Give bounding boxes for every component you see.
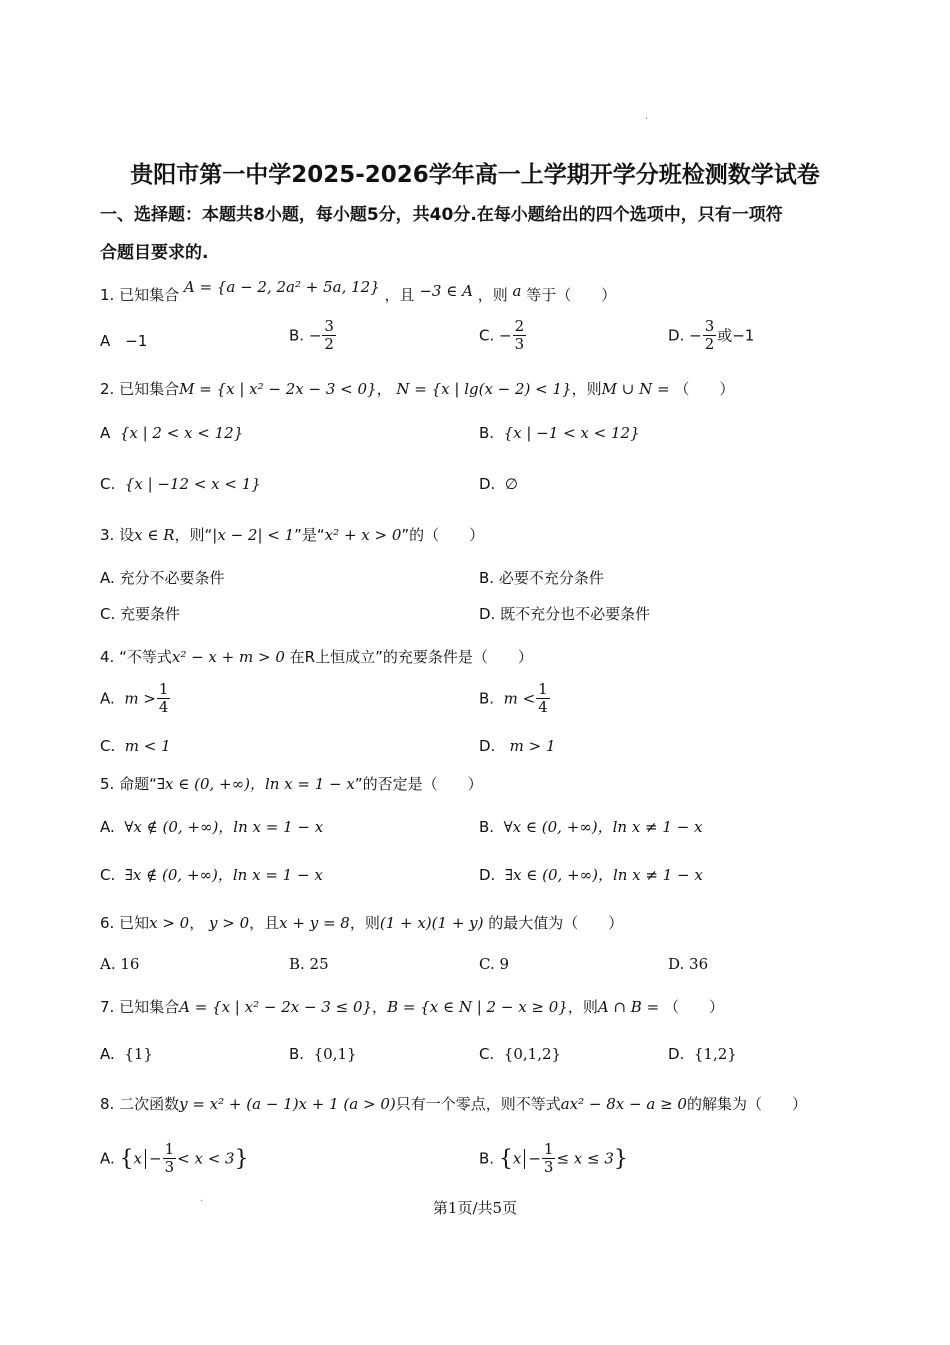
q4-b-label: B. xyxy=(479,689,495,708)
q5-a-label: A. xyxy=(100,818,115,836)
q2-d-label: D. xyxy=(479,475,496,493)
q7-option-d xyxy=(668,1045,737,1063)
q8-option-b xyxy=(479,1141,628,1177)
q4-c-expr: m < 1 xyxy=(124,737,171,755)
q1-var: a xyxy=(512,282,522,300)
fraction-numerator: 1 xyxy=(543,1140,554,1158)
q7-b-label: B. xyxy=(289,1045,305,1063)
q6-option-a: A. 16 xyxy=(100,955,140,973)
fraction-numerator: 2 xyxy=(514,317,525,335)
q8-b-sign: − xyxy=(528,1149,541,1168)
q1-tail: 等于（ ） xyxy=(526,286,617,304)
right-brace: } xyxy=(613,1146,628,1172)
question-7 xyxy=(100,996,724,1017)
page-title: 贵阳市第一中学2025-2026学年高一上学期开学分班检测数学试卷 xyxy=(130,162,820,188)
q1-d-label: D. xyxy=(668,326,685,345)
q6-option-d: D. 36 xyxy=(668,955,709,973)
q8-function: y = x² + (a − 1)x + 1 (a > 0) xyxy=(179,1095,396,1113)
q2-set-m: M = {x | x² − 2x − 3 < 0} xyxy=(179,380,377,398)
q6-cond1: x > 0 xyxy=(149,914,190,932)
q7-tail: （ ） xyxy=(663,998,724,1016)
q1-mid2: ，则 xyxy=(477,286,508,304)
q2-option-d xyxy=(479,475,518,493)
q5-tail: ”的否定是（ ） xyxy=(354,775,483,793)
q3-mid2: ”是“ xyxy=(294,526,325,544)
q6-option-b: B. 25 xyxy=(289,955,329,973)
q6-tail: 的最大值为（ ） xyxy=(488,914,624,932)
q8-a-label: A. xyxy=(100,1149,115,1168)
fraction-denominator: 3 xyxy=(543,1158,554,1177)
q3-option-b: B. 必要不充分条件 xyxy=(479,569,604,587)
q7-expr: A ∩ B = xyxy=(597,998,660,1016)
q1-mid: ，且 xyxy=(384,286,415,304)
q2-tail: （ ） xyxy=(674,380,735,398)
q8-option-a xyxy=(100,1141,249,1177)
q5-d-expr: ∃x ∈ (0, +∞)，ln x ≠ 1 − x xyxy=(504,866,703,884)
q1-c-sign: − xyxy=(499,326,512,345)
q5-option-c xyxy=(100,864,323,885)
q7-c-set: {0,1,2} xyxy=(503,1045,562,1063)
q5-b-label: B. xyxy=(479,818,495,836)
stray-dot: · xyxy=(645,114,649,125)
fraction-numerator: 3 xyxy=(704,317,715,335)
q1-d-fraction xyxy=(703,318,717,354)
q2-c-label: C. xyxy=(100,475,116,493)
q8-a-sign: − xyxy=(149,1149,162,1168)
q3-tail: ”的（ ） xyxy=(401,526,485,544)
q4-option-c xyxy=(100,737,171,755)
fraction-numerator: 1 xyxy=(538,680,548,698)
q3-var: x ∈ R xyxy=(134,526,175,544)
q5-option-b xyxy=(479,816,703,837)
question-5 xyxy=(100,773,483,794)
q6-cond2: y > 0 xyxy=(209,914,250,932)
q3-option-d: D. 既不充分也不必要条件 xyxy=(479,605,651,623)
q7-d-set: {1,2} xyxy=(693,1045,737,1063)
q1-b-sign: − xyxy=(308,326,322,345)
q8-a-fraction xyxy=(163,1141,177,1177)
q7-option-a xyxy=(100,1045,153,1063)
q6-expr: (1 + x)(1 + y) xyxy=(379,914,484,932)
question-6 xyxy=(100,912,623,933)
set-bar xyxy=(145,1149,146,1169)
q4-expr: x² − x + m > 0 xyxy=(171,648,285,666)
q7-c-label: C. xyxy=(479,1045,495,1063)
q4-b-fraction xyxy=(536,681,550,717)
question-3 xyxy=(100,524,484,545)
q7-mid: ，则 xyxy=(567,998,598,1016)
fraction-denominator: 2 xyxy=(324,335,334,354)
q6-mid: ，且 xyxy=(249,914,280,932)
q8-mid: 只有一个零点，则不等式 xyxy=(395,1095,561,1113)
q3-cond2: x² + x > 0 xyxy=(324,526,402,544)
q5-a-expr: ∀x ∉ (0, +∞)，ln x = 1 − x xyxy=(124,818,324,836)
q4-tail: 在R上恒成立”的充要条件是（ ） xyxy=(289,648,533,666)
q4-a-label: A. xyxy=(100,689,115,708)
fraction-denominator: 3 xyxy=(514,335,525,354)
q4-option-b xyxy=(479,681,551,717)
stray-dot: · xyxy=(200,1196,204,1207)
set-bar xyxy=(524,1149,525,1169)
q7-prefix: 7. 已知集合 xyxy=(100,998,180,1016)
q5-c-expr: ∃x ∉ (0, +∞)，ln x = 1 − x xyxy=(124,866,323,884)
q2-sep: ， xyxy=(376,380,392,398)
q5-prefix: 5. 命题“ xyxy=(100,775,157,793)
q4-b-lhs: m < xyxy=(503,689,536,708)
q1-b-label: B. xyxy=(289,326,305,345)
q8-b-rest: ≤ x ≤ 3 xyxy=(556,1149,614,1168)
q1-c-label: C. xyxy=(479,326,495,345)
fraction-denominator: 4 xyxy=(158,698,169,717)
q4-d-expr: m > 1 xyxy=(509,737,556,755)
q8-tail: 的解集为（ ） xyxy=(686,1095,807,1113)
question-1 xyxy=(100,278,617,305)
q1-d-tail: 或−1 xyxy=(717,326,755,345)
q2-b-label: B. xyxy=(479,424,495,442)
q5-c-label: C. xyxy=(100,866,116,884)
q1-option-a: A −1 xyxy=(100,332,148,350)
q3-option-a: A. 充分不必要条件 xyxy=(100,569,225,587)
q6-cond3: x + y = 8 xyxy=(279,914,350,932)
q3-mid: ，则“ xyxy=(174,526,213,544)
q2-c-set: {x | −12 < x < 1} xyxy=(124,475,261,493)
q5-expr: ∃x ∈ (0, +∞)，ln x = 1 − x xyxy=(156,775,355,793)
fraction-numerator: 1 xyxy=(164,1140,175,1158)
q2-set-n: N = {x | lg(x − 2) < 1} xyxy=(396,380,572,398)
fraction-denominator: 3 xyxy=(164,1158,175,1177)
q2-b-set: {x | −1 < x < 12} xyxy=(503,424,640,442)
q5-option-d xyxy=(479,864,703,885)
q4-option-a xyxy=(100,681,171,717)
q7-d-label: D. xyxy=(668,1045,685,1063)
question-2 xyxy=(100,378,734,399)
right-brace: } xyxy=(234,1146,249,1172)
q4-a-fraction xyxy=(157,681,171,717)
q5-d-label: D. xyxy=(479,866,496,884)
q3-prefix: 3. 设 xyxy=(100,526,135,544)
question-8 xyxy=(100,1093,807,1114)
q5-option-a xyxy=(100,816,323,837)
q1-set: A = {a − 2, 2a² + 5a, 12} xyxy=(183,278,380,296)
q2-option-a xyxy=(100,424,243,442)
q8-inequality: ax² − 8x − a ≥ 0 xyxy=(560,1095,687,1113)
q2-d-set: ∅ xyxy=(504,475,518,493)
q1-condition: −3 ∈ A xyxy=(419,282,473,300)
q4-option-d xyxy=(479,737,556,755)
q1-option-c xyxy=(479,318,527,354)
q3-option-c: C. 充要条件 xyxy=(100,605,181,623)
q2-mid: ，则 xyxy=(571,380,602,398)
q2-prefix: 2. 已知集合 xyxy=(100,380,180,398)
q6-prefix: 6. 已知 xyxy=(100,914,150,932)
q2-option-c xyxy=(100,475,261,493)
q3-cond1: |x − 2| < 1 xyxy=(212,526,295,544)
q8-a-var: x xyxy=(133,1149,143,1168)
question-4 xyxy=(100,646,533,667)
q7-option-c xyxy=(479,1045,561,1063)
q7-sep: ， xyxy=(372,998,388,1016)
q2-a-set: {x | 2 < x < 12} xyxy=(119,424,244,442)
q4-d-label: D. xyxy=(479,737,496,755)
q2-option-b xyxy=(479,424,640,442)
fraction-numerator: 3 xyxy=(324,317,334,335)
fraction-numerator: 1 xyxy=(158,680,169,698)
q6-sep: ， xyxy=(189,914,205,932)
q7-a-label: A. xyxy=(100,1045,115,1063)
q7-set-a: A = {x | x² − 2x − 3 ≤ 0} xyxy=(179,998,373,1016)
q8-b-label: B. xyxy=(479,1149,495,1168)
q6-option-c: C. 9 xyxy=(479,955,510,973)
left-brace: { xyxy=(119,1146,134,1172)
q1-d-sign: − xyxy=(689,326,702,345)
q4-a-lhs: m > xyxy=(124,689,156,708)
q1-prefix: 1. 已知集合 xyxy=(100,286,180,304)
q1-option-b xyxy=(289,318,337,354)
section-heading-line-2: 合题目要求的. xyxy=(100,243,209,263)
q7-option-b xyxy=(289,1045,357,1063)
q5-b-expr: ∀x ∈ (0, +∞)，ln x ≠ 1 − x xyxy=(503,818,703,836)
q6-mid2: ，则 xyxy=(349,914,380,932)
q2-expr: M ∪ N = xyxy=(601,380,670,398)
page-footer: 第1页/共5页 xyxy=(432,1199,518,1217)
q2-a-label: A xyxy=(100,424,111,442)
section-heading-line-1: 一、选择题：本题共8小题，每小题5分，共40分.在每小题给出的四个选项中，只有一项符 xyxy=(100,205,783,225)
fraction-denominator: 2 xyxy=(704,335,715,354)
q4-prefix: 4. “不等式 xyxy=(100,648,172,666)
q7-set-b: B = {x ∈ N | 2 − x ≥ 0} xyxy=(387,998,568,1016)
q1-option-d xyxy=(668,318,754,354)
left-brace: { xyxy=(498,1146,513,1172)
fraction-denominator: 4 xyxy=(538,698,548,717)
q8-a-rest: < x < 3 xyxy=(177,1149,235,1168)
q1-b-fraction xyxy=(322,318,336,354)
q8-b-var: x xyxy=(512,1149,522,1168)
q1-c-fraction xyxy=(513,318,527,354)
q7-a-set: {1} xyxy=(124,1045,153,1063)
q8-prefix: 8. 二次函数 xyxy=(100,1095,180,1113)
q8-b-fraction xyxy=(542,1141,556,1177)
q4-c-label: C. xyxy=(100,737,116,755)
q7-b-set: {0,1} xyxy=(313,1045,357,1063)
